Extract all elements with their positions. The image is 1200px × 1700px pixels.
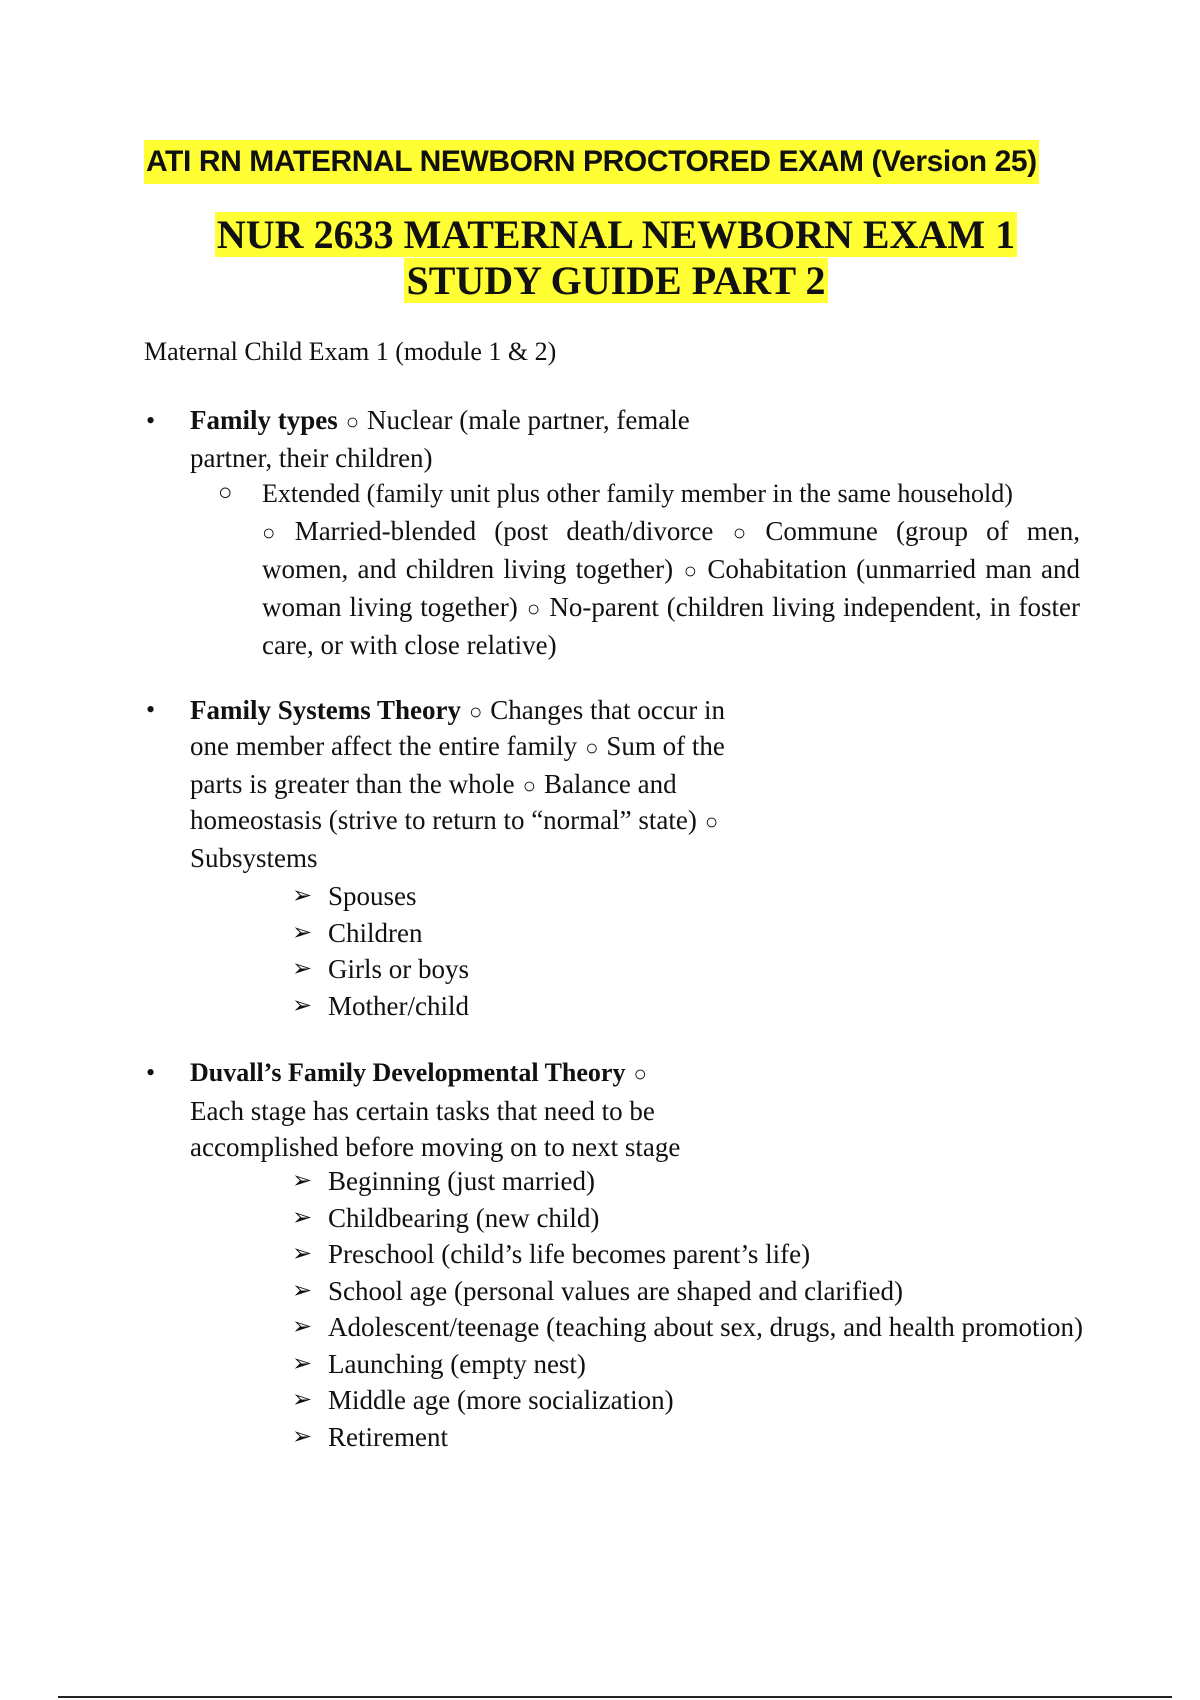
circle-bullet-icon: ○ — [585, 735, 599, 760]
family-types-line1 — [190, 402, 690, 440]
duvall-stages-list — [292, 1163, 1088, 1455]
list-item — [292, 1346, 1088, 1383]
list-item-text: Preschool (child’s life becomes parent’s life) — [328, 1239, 811, 1269]
list-item — [292, 1419, 1088, 1456]
list-item — [292, 1163, 1088, 1200]
circle-bullet-icon: ○ — [525, 596, 542, 621]
list-item-text: Childbearing (new child) — [328, 1202, 600, 1233]
extended-family-text: Extended (family unit plus other family member in the same household) — [262, 479, 1013, 508]
circle-bullet-icon: ○ — [633, 1061, 647, 1086]
arrow-bullet-icon: ➢ — [292, 992, 313, 1019]
arrow-bullet-icon: ➢ — [292, 1423, 313, 1450]
circle-bullet-icon: ○ — [681, 558, 700, 583]
arrow-bullet-icon: ➢ — [292, 1387, 313, 1413]
family-systems-heading: Family Systems Theory — [190, 695, 461, 725]
married-blended-text: Married-blended (post death/divorce — [294, 516, 714, 546]
exam-title-highlight — [144, 140, 1039, 184]
exam-title: ATI RN MATERNAL NEWBORN PROCTORED EXAM (Version 25) — [146, 145, 1037, 178]
cohabitation-text: Cohabitation (unmarried man and woman living together) — [262, 554, 1081, 622]
course-title-line1: NUR 2633 MATERNAL NEWBORN EXAM 1 — [216, 212, 1016, 257]
list-item-text: Launching (empty nest) — [328, 1348, 586, 1379]
list-item-text: Adolescent/teenage (teaching about sex, drugs, and health promotion) — [328, 1312, 1084, 1342]
list-item — [292, 878, 469, 915]
list-item-text: Beginning (just married) — [328, 1166, 595, 1196]
subsystems-label: Subsystems — [190, 843, 318, 873]
circle-bullet-icon: ○ — [704, 809, 719, 834]
arrow-bullet-icon: ➢ — [292, 1350, 313, 1377]
list-item — [292, 1382, 1088, 1419]
circle-bullet-icon: ○ — [522, 773, 536, 798]
arrow-bullet-icon: ➢ — [292, 1314, 313, 1340]
duvall-line1 — [190, 1055, 655, 1092]
list-item — [292, 1309, 1088, 1346]
document-subtitle: Maternal Child Exam 1 (module 1 & 2) — [144, 337, 557, 366]
family-systems-text: Changes that occur in — [490, 695, 725, 725]
circle-bullet-icon: ○ — [469, 699, 483, 724]
list-item — [292, 915, 469, 952]
arrow-bullet-icon: ➢ — [292, 919, 313, 946]
duvall-heading: Duvall’s Family Developmental Theory — [190, 1058, 626, 1087]
arrow-bullet-icon: ➢ — [292, 1168, 313, 1194]
family-types-heading: Family types — [190, 405, 338, 435]
family-systems-text: one member affect the entire family — [190, 731, 578, 761]
commune-text: Commune (group of men, women, and children living together) — [262, 516, 1080, 584]
arrow-bullet-icon: ➢ — [292, 1204, 313, 1231]
family-systems-text: homeostasis (strive to return to “normal” state) — [190, 805, 697, 835]
footer-divider — [58, 1696, 1172, 1698]
list-item — [292, 1236, 1088, 1273]
course-title-line2: STUDY GUIDE PART 2 — [406, 258, 826, 303]
duvall-line3: accomplished before moving on to next stage — [190, 1132, 681, 1162]
list-item — [292, 1200, 1088, 1237]
list-item-text: Children — [328, 917, 423, 948]
family-systems-line2 — [190, 728, 725, 766]
list-item — [292, 1273, 1088, 1310]
family-systems-text: Balance and — [543, 769, 677, 799]
family-systems-line1 — [190, 692, 725, 730]
arrow-bullet-icon: ➢ — [292, 1277, 313, 1304]
list-item-text: Retirement — [328, 1421, 448, 1452]
bullet-icon: • — [146, 406, 156, 435]
list-item — [292, 988, 469, 1025]
list-item-text: Spouses — [328, 881, 417, 911]
list-item-text: Mother/child — [328, 990, 469, 1021]
bullet-icon: • — [146, 1058, 156, 1087]
circle-bullet-icon: ○ — [218, 480, 233, 506]
bullet-icon: • — [146, 695, 156, 724]
family-systems-text: parts is greater than the whole — [190, 769, 515, 799]
arrow-bullet-icon: ➢ — [292, 1241, 313, 1267]
family-systems-line3 — [190, 766, 677, 804]
nuclear-text: Nuclear (male partner, female — [367, 405, 690, 435]
family-types-subtypes — [262, 513, 1080, 664]
family-systems-text: Sum of the — [606, 731, 725, 761]
list-item-text: Middle age (more socialization) — [328, 1385, 674, 1415]
circle-bullet-icon: ○ — [345, 409, 360, 434]
list-item-text: School age (personal values are shaped and clarified) — [328, 1275, 904, 1306]
circle-bullet-icon: ○ — [262, 520, 287, 545]
arrow-bullet-icon: ➢ — [292, 883, 313, 909]
list-item — [292, 951, 469, 988]
course-title — [0, 212, 1200, 304]
subsystems-list — [292, 878, 469, 1024]
family-types-line2: partner, their children) — [190, 443, 433, 473]
circle-bullet-icon: ○ — [721, 520, 758, 545]
no-parent-text: No-parent (children living independent, in foster care, or with close relative) — [262, 592, 1080, 660]
duvall-line2: Each stage has certain tasks that need to be — [190, 1096, 655, 1126]
list-item-text: Girls or boys — [328, 954, 469, 984]
arrow-bullet-icon: ➢ — [292, 956, 313, 982]
family-systems-line4 — [190, 802, 726, 840]
